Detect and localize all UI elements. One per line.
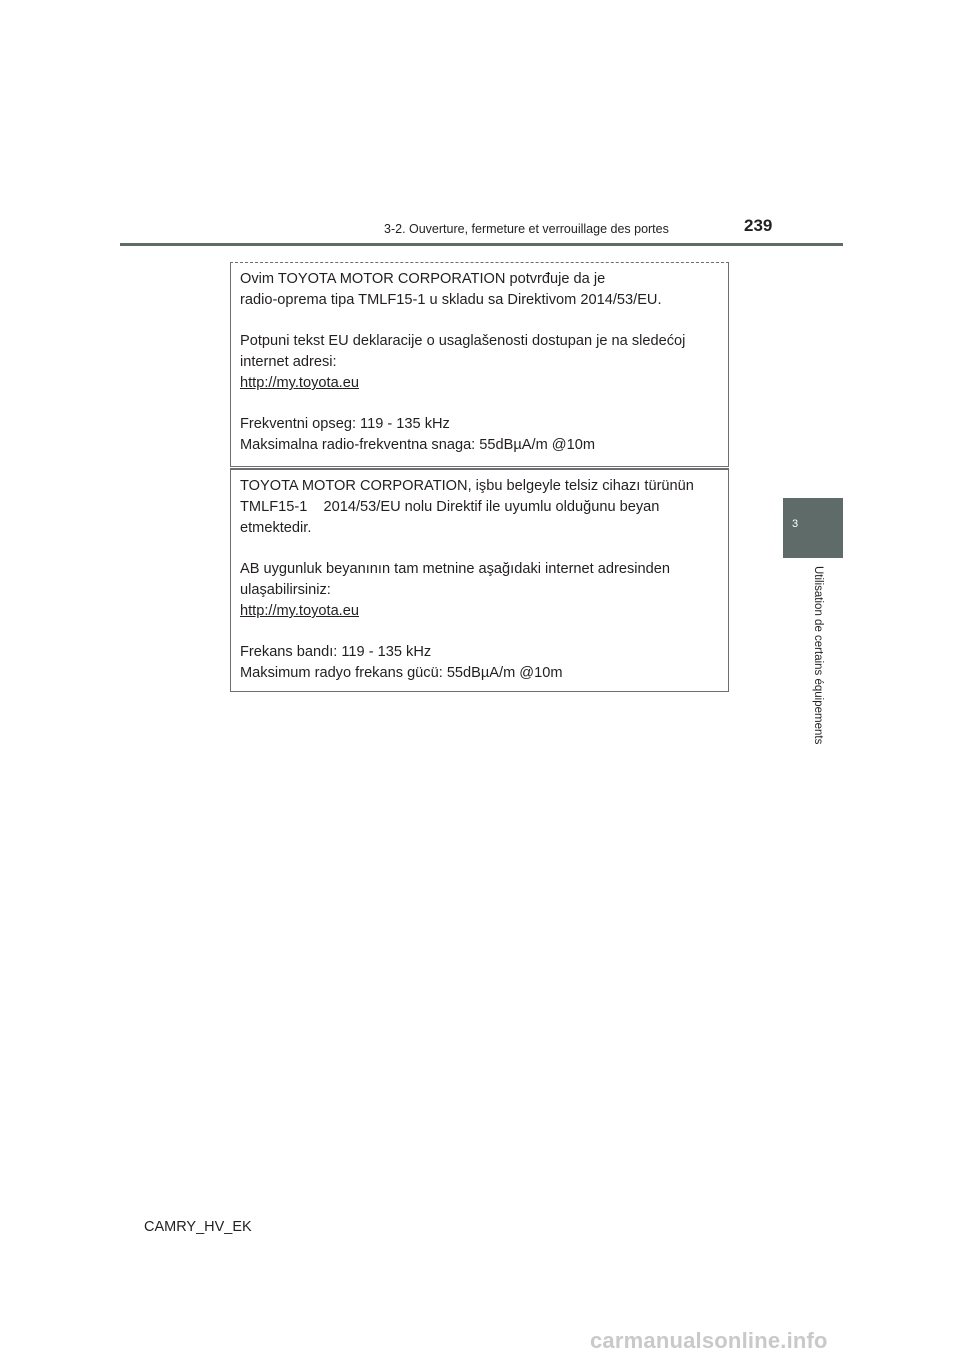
declaration-line: Ovim TOYOTA MOTOR CORPORATION potvrđuje da je [240,271,606,287]
declaration-line: Maksimum radyo frekans gücü: 55dBµA/m @10m [240,665,563,681]
chapter-label: Utilisation de certains équipements [812,566,824,745]
declaration-line: Frekventni opseg: 119 - 135 kHz [240,416,450,432]
declaration-line: radio-oprema tipa TMLF15-1 u skladu sa Direktivom 2014/53/EU. [240,292,662,308]
toyota-link[interactable]: http://my.toyota.eu [240,375,359,391]
declaration-line: Potpuni tekst EU deklaracije o usaglašenosti dostupan je na sledećoj [240,333,686,349]
page-number: 239 [744,216,773,235]
declaration-box-serbian [230,262,729,467]
declaration-line: AB uygunluk beyanının tam metnine aşağıdaki internet adresinden [240,561,670,577]
model-code: CAMRY_HV_EK [144,1219,252,1235]
watermark: carmanualsonline.info [590,1328,828,1353]
declaration-line: etmektedir. [240,520,312,536]
declaration-box-turkish [230,468,729,692]
declaration-line: TOYOTA MOTOR CORPORATION, işbu belgeyle telsiz cihazı türünün [240,478,694,494]
chapter-number: 3 [792,518,799,530]
declaration-line: internet adresi: [240,354,337,370]
declaration-line: TMLF15-1 2014/53/EU nolu Direktif ile uyumlu olduğunu beyan [240,499,660,515]
declaration-line: Frekans bandı: 119 - 135 kHz [240,644,432,660]
section-title: 3-2. Ouverture, fermeture et verrouillage des portes [384,222,669,236]
toyota-link[interactable]: http://my.toyota.eu [240,603,359,619]
declaration-line: Maksimalna radio-frekventna snaga: 55dBµA/m @10m [240,437,595,453]
declaration-line: ulaşabilirsiniz: [240,582,331,598]
header-divider [120,243,843,246]
